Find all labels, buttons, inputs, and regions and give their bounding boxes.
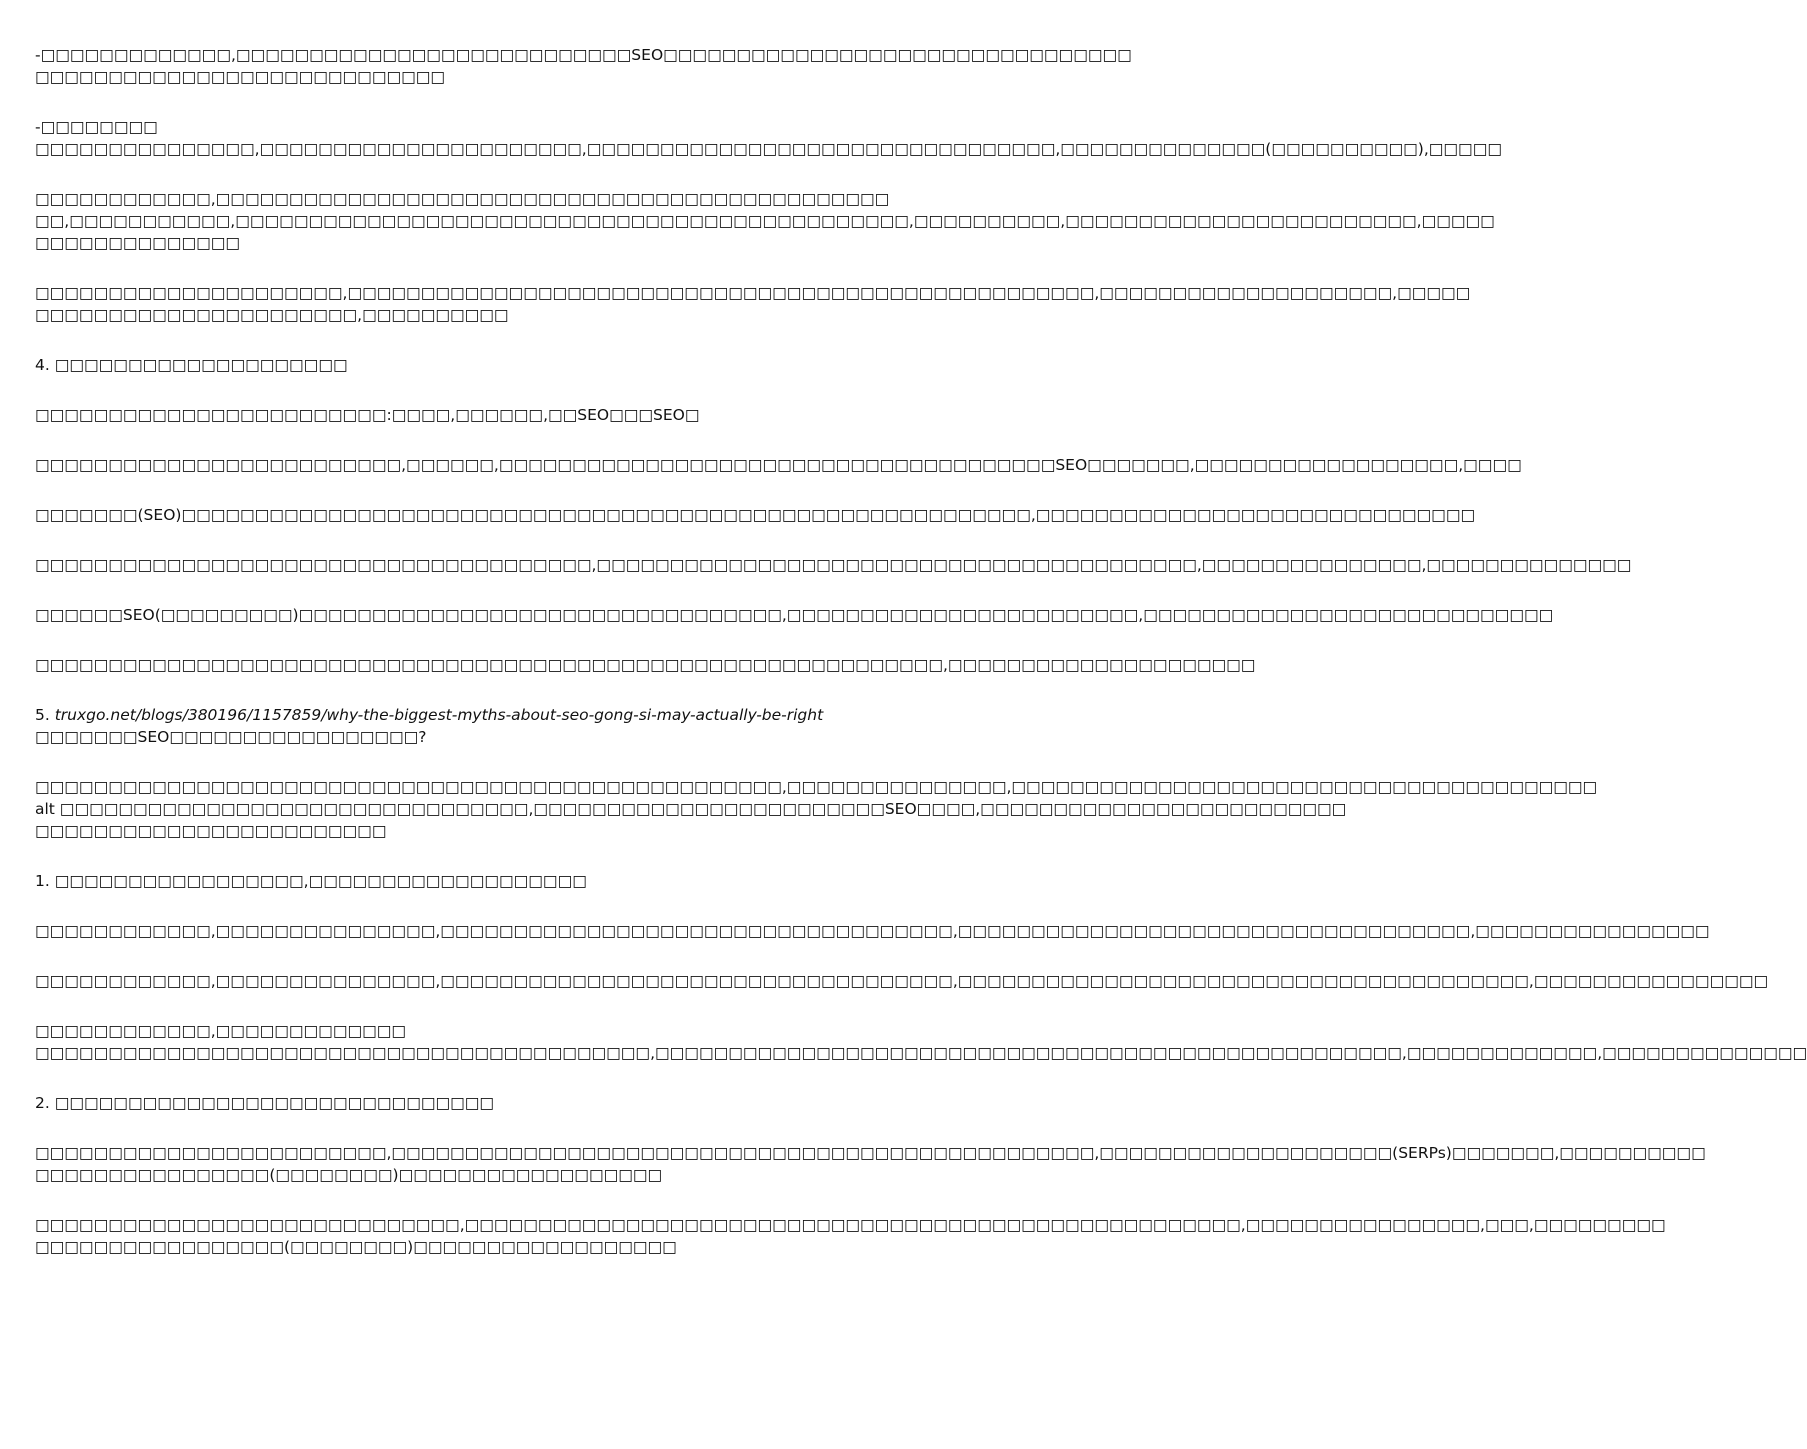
paragraph	[35, 44, 1132, 88]
paragraph	[35, 1020, 1807, 1064]
paragraph	[35, 554, 1632, 576]
text-line: alt □□□□□□□□□□□□□□□□□□□□□□□□□□□□□□□□,□□□□□□□□□□□□□□□□□□□□□□□□SEO□□□□,□□□□□□□□□□□□□□□□□□□□□□□□□	[35, 800, 1347, 818]
paragraph	[35, 1092, 990, 1114]
paragraph	[35, 282, 1471, 326]
url-text: truxgo.net/blogs/380196/1157859/why-the-biggest-myths-about-seo-gong-si-may-actually-be-right	[54, 706, 824, 724]
paragraph	[35, 1214, 1666, 1258]
text-line: □□□□□□□□□□□□□□□□□□□□□□□□□□□□□□□□□□□□□□,□□□□□□□□□□□□□□□□□□□□□□□□□□□□□□□□□□□□□□□□□,□□□□□□□□□□□□□□□,□□□□□□□□□□□□□□	[35, 556, 1632, 574]
text-line: □□,□□□□□□□□□□□,□□□□□□□□□□□□□□□□□□□□□□□□□□□□□□□□□□□□□□□□□□□□□□,□□□□□□□□□□,□□□□□□□□□□□□□□□□□□□□□□□□,□□□□□	[35, 212, 1495, 230]
list-number: 5.	[35, 706, 55, 724]
paragraph	[35, 454, 1522, 476]
paragraph	[35, 1142, 1706, 1186]
text-line: □□□□□□□□□□□□□□□□□□□□□□□□□□□□□,□□□□□□□□□□□□□□□□□□□□□□□□□□□□□□□□□□□□□□□□□□□□□□□□□□□□□,□□□□□□□□□□□□□□□□,□□□,□□□□□□□□□	[35, 1216, 1666, 1234]
text-line: □□□□□□□□□□□□□□□□□□□□□,□□□□□□□□□□□□□□□□□□□□□□□□□□□□□□□□□□□□□□□□□□□□□□□□□□□,□□□□□□□□□□□□□□□□□□□□,□□□□□	[35, 284, 1471, 302]
text-line: □□□□□□□□□□□□,□□□□□□□□□□□□□	[35, 1022, 407, 1040]
paragraph	[35, 354, 990, 376]
paragraph	[35, 188, 1495, 254]
text-line: □□□□□□□(SEO)□□□□□□□□□□□□□□□□□□□□□□□□□□□□□□□□□□□□□□□□□□□□□□□□□□□□□□□□□□,□□□□□□□□□□□□□□□□□□□□□□□□□□□□□□	[35, 506, 1476, 524]
text-line: □□□□□□□□□□□□□□□□(□□□□□□□□)□□□□□□□□□□□□□□□□□□	[35, 1166, 663, 1184]
text-line: □□□□□□□□□□□□□□□□□□□□□□□□□,□□□□□□,□□□□□□□□□□□□□□□□□□□□□□□□□□□□□□□□□□□□□□SEO□□□□□□□,□□□□□□□□□□□□□□□□□□,□□□□	[35, 456, 1522, 474]
text-line: □□□□□□□□□□□□□□□□□□□□□□□□□□□□	[35, 68, 446, 86]
paragraph	[35, 404, 990, 426]
paragraph	[35, 116, 1502, 160]
text-line: □□□□□□□□□□□□□□□,□□□□□□□□□□□□□□□□□□□□□□,□□□□□□□□□□□□□□□□□□□□□□□□□□□□□□□□,□□□□□□□□□□□□□□(□□□□□□□□□□),□□□□□	[35, 140, 1502, 158]
text-line: 4. □□□□□□□□□□□□□□□□□□□□	[35, 356, 348, 374]
text-line: □□□□□□□□□□□□,□□□□□□□□□□□□□□□,□□□□□□□□□□□□□□□□□□□□□□□□□□□□□□□□□□□,□□□□□□□□□□□□□□□□□□□□□□□□□□□□□□□□□□□□□□□,□□□□□□□□□□□□□□□□	[35, 972, 1769, 990]
text-line: □□□□□□□□□□□□□□□□□□□□□□□□,□□□□□□□□□□□□□□□□□□□□□□□□□□□□□□□□□□□□□□□□□□□□□□□□,□□□□□□□□□□□□□□□□□□□□(SERPs)□□□□□□□,□□□□□□□□□□	[35, 1144, 1706, 1162]
text-line: 2. □□□□□□□□□□□□□□□□□□□□□□□□□□□□□□	[35, 1094, 495, 1112]
paragraph	[35, 970, 1769, 992]
text-line: □□□□□□□□□□□□□□□□□□□□□□□□□□□□□□□□□□□□□□□□□□□□□□□□□□□,□□□□□□□□□□□□□□□,□□□□□□□□□□□□□□□□□□□□□□□□□□□□□□□□□□□□□□□□	[35, 778, 1598, 796]
text-line: □□□□□□□□□□□□,□□□□□□□□□□□□□□□,□□□□□□□□□□□□□□□□□□□□□□□□□□□□□□□□□□□,□□□□□□□□□□□□□□□□□□□□□□□□□□□□□□□□□□□,□□□□□□□□□□□□□□□□	[35, 922, 1710, 940]
text-line: -□□□□□□□□□□□□□,□□□□□□□□□□□□□□□□□□□□□□□□□□□SEO□□□□□□□□□□□□□□□□□□□□□□□□□□□□□□□□	[35, 46, 1132, 64]
paragraph	[35, 776, 1598, 842]
text-line: □□□□□□□□□□□□□□□□□□□□□□□□	[35, 822, 387, 840]
document-body	[35, 44, 1807, 1286]
paragraph	[35, 654, 1256, 676]
paragraph	[35, 870, 990, 892]
text-line: □□□□□□□□□□□□□□□□□□□□□□□□□□□□□□□□□□□□□□□□□□,□□□□□□□□□□□□□□□□□□□□□□□□□□□□□□□□□□□□□□□□□□□□□□□□□□□,□□□□□□□□□□□□□,□□□□□□□□□□□□□□	[35, 1044, 1807, 1062]
text-line: □□□□□□□□□□□□□□□□□□□□□□□□□□□□□□□□□□□□□□□□□□□□□□□□□□□□□□□□□□□□□□,□□□□□□□□□□□□□□□□□□□□□	[35, 656, 1256, 674]
paragraph	[35, 604, 1554, 626]
link-line	[35, 704, 990, 726]
paragraph	[35, 920, 1710, 942]
text-line: □□□□□□□□□□□□□□□□□(□□□□□□□□)□□□□□□□□□□□□□□□□□□	[35, 1238, 677, 1256]
text-line: □□□□□□□□□□□□□□	[35, 234, 241, 252]
paragraph	[35, 504, 1476, 526]
text-line: □□□□□□□□□□□□□□□□□□□□□□□□:□□□□,□□□□□□,□□SEO□□□SEO□	[35, 406, 700, 424]
paragraph	[35, 704, 990, 748]
text-line: 1. □□□□□□□□□□□□□□□□□,□□□□□□□□□□□□□□□□□□□	[35, 872, 587, 890]
text-line: □□□□□□□SEO□□□□□□□□□□□□□□□□□?	[35, 728, 427, 746]
text-line: -□□□□□□□□	[35, 118, 158, 136]
text-line: □□□□□□SEO(□□□□□□□□□)□□□□□□□□□□□□□□□□□□□□□□□□□□□□□□□□□,□□□□□□□□□□□□□□□□□□□□□□□□,□□□□□□□□□□□□□□□□□□□□□□□□□□□□	[35, 606, 1554, 624]
text-line: □□□□□□□□□□□□,□□□□□□□□□□□□□□□□□□□□□□□□□□□□□□□□□□□□□□□□□□□□□□	[35, 190, 890, 208]
text-line: □□□□□□□□□□□□□□□□□□□□□□,□□□□□□□□□□	[35, 306, 509, 324]
